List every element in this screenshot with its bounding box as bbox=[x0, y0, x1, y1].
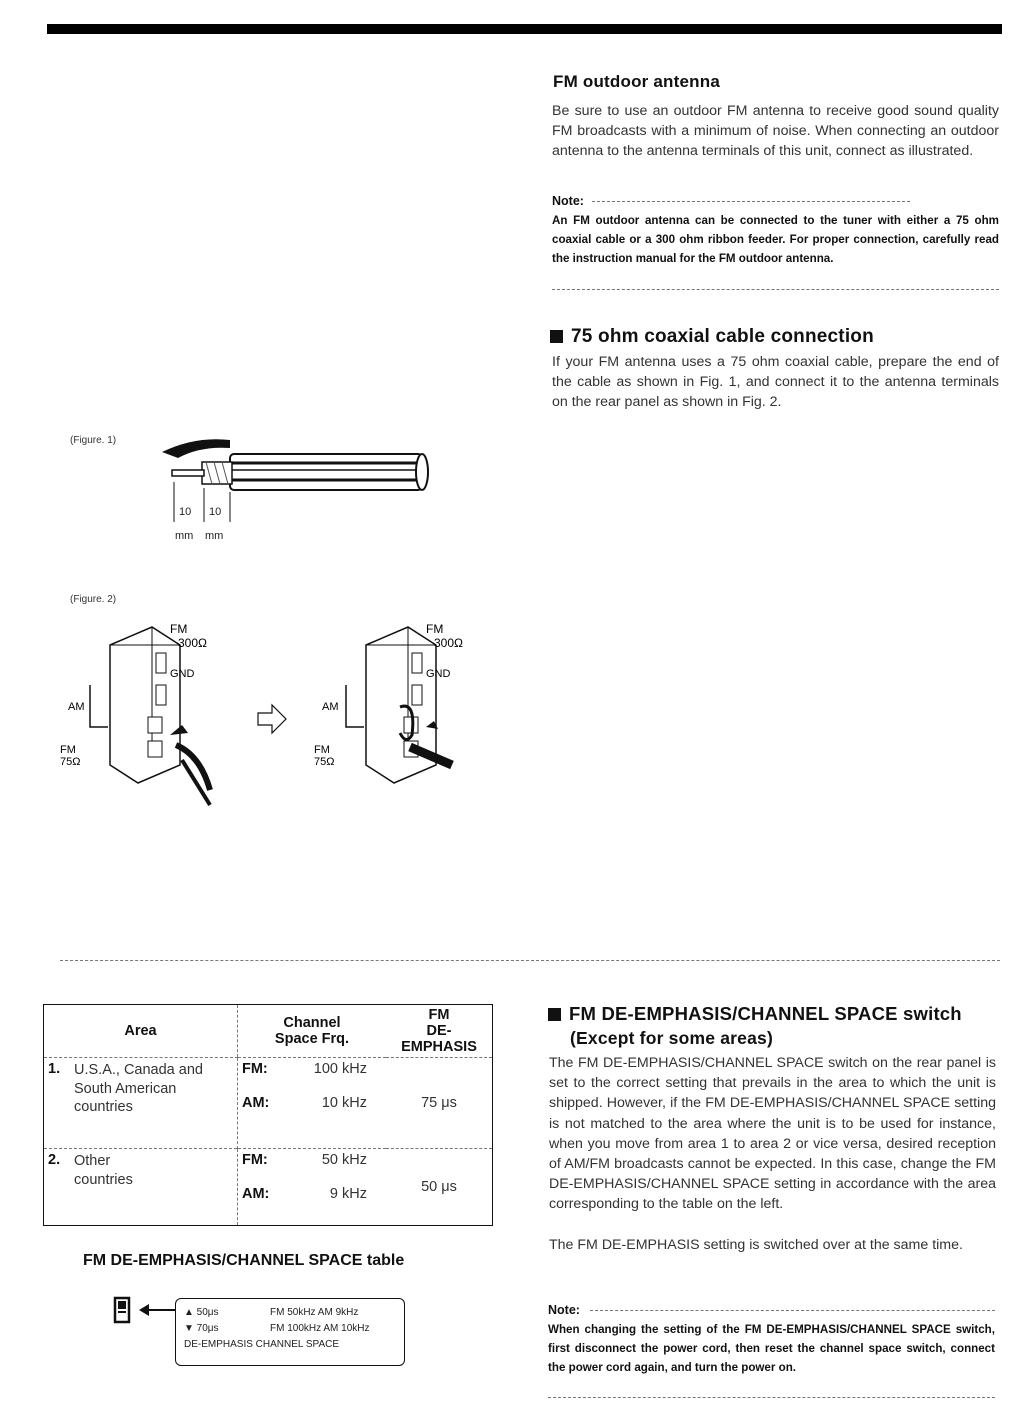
deemph-subheading: (Except for some areas) bbox=[570, 1028, 774, 1048]
slide-switch-icon bbox=[113, 1296, 177, 1326]
deemph-body-2: The FM DE-EMPHASIS setting is switched over at the same time. bbox=[549, 1237, 963, 1253]
coax-body: If your FM antenna uses a 75 ohm coaxial cable, prepare the end of the cable as shown in Fig. 1, and connect it to the antenna terminals on the rear panel as shown in Fig. 2. bbox=[552, 354, 999, 411]
am-label: AM: bbox=[242, 1095, 270, 1111]
switch-row1-right: FM 50kHz AM 9kHz bbox=[270, 1307, 359, 1318]
fm-outdoor-body: Be sure to use an outdoor FM antenna to receive good sound quality FM broadcasts with a minimum of noise. When connecting an outdoor antenna to the antenna terminals of this unit, connect as illustrated. bbox=[552, 103, 999, 160]
figure-1-label: (Figure. 1) bbox=[70, 435, 117, 446]
row-number: 2. bbox=[48, 1152, 61, 1169]
ohm75-label-a: 75Ω bbox=[60, 756, 81, 768]
section-divider bbox=[60, 960, 1000, 961]
unit-1: mm bbox=[175, 530, 194, 542]
area-name: U.S.A., Canada and South American countries bbox=[74, 1062, 203, 1115]
dim-1: 10 bbox=[179, 506, 192, 518]
deemphasis-table bbox=[43, 1004, 493, 1226]
deemph-heading-text: FM DE-EMPHASIS/CHANNEL SPACE switch bbox=[569, 1003, 962, 1024]
area-cell bbox=[44, 1058, 238, 1149]
bullet-square-icon bbox=[550, 330, 563, 343]
table-row bbox=[44, 1149, 493, 1226]
coax-heading-text: 75 ohm coaxial cable connection bbox=[571, 326, 874, 347]
fm-value: 50 kHz bbox=[321, 1152, 367, 1169]
note-divider-bottom bbox=[552, 289, 999, 290]
header-channel-line2: Space Frq. bbox=[274, 1031, 350, 1047]
deemph-cell: 50 μs bbox=[421, 1179, 457, 1196]
figure-2-label: (Figure. 2) bbox=[70, 594, 117, 605]
switch-row3: DE-EMPHASIS CHANNEL SPACE bbox=[184, 1339, 340, 1350]
bullet-square-icon bbox=[548, 1008, 561, 1021]
unit-2: mm bbox=[205, 530, 224, 542]
terminal-panel-after bbox=[346, 627, 452, 783]
channel-cell bbox=[238, 1149, 387, 1226]
fm-outdoor-note-body: An FM outdoor antenna can be connected to the tuner with either a 75 ohm coaxial cable or a 300 ohm ribbon feeder. For proper connection, carefully read the instruction manual for the FM outdoor antenna. bbox=[552, 214, 999, 265]
deemph-heading bbox=[548, 1003, 962, 1025]
header-fm-line1: FM bbox=[428, 1007, 450, 1023]
switch-row1-left: ▲ 50μs bbox=[184, 1307, 219, 1318]
header-fm bbox=[386, 1005, 493, 1058]
am-label: AM: bbox=[242, 1186, 270, 1203]
am-label-a: AM bbox=[68, 701, 85, 713]
deemph-cell: 75 μs bbox=[421, 1095, 457, 1112]
fm75-label-b: FM bbox=[314, 744, 330, 756]
antenna-terminal-illustration bbox=[60, 615, 480, 815]
header-channel bbox=[238, 1005, 387, 1058]
ohm75-label-b: 75Ω bbox=[314, 756, 335, 768]
area-cell bbox=[44, 1149, 238, 1226]
am-label-b: AM bbox=[322, 701, 339, 713]
right-arrow-icon bbox=[258, 705, 286, 733]
fm-outdoor-note-label: Note: bbox=[552, 194, 584, 208]
switch-label-panel bbox=[175, 1298, 405, 1366]
row-number: 1. bbox=[48, 1061, 61, 1077]
channel-cell bbox=[238, 1058, 387, 1149]
fm-label: FM: bbox=[242, 1061, 268, 1077]
note-divider bbox=[592, 201, 910, 202]
table-caption: FM DE-EMPHASIS/CHANNEL SPACE table bbox=[83, 1252, 405, 1269]
note-divider bbox=[590, 1310, 995, 1311]
header-fm-line2: DE-EMPHASIS bbox=[401, 1023, 477, 1055]
fm-outdoor-heading: FM outdoor antenna bbox=[553, 72, 720, 91]
coax-heading bbox=[550, 326, 874, 348]
gnd-label-a: GND bbox=[170, 668, 195, 680]
header-channel-line1: Channel bbox=[283, 1015, 341, 1031]
deemph-note-body: When changing the setting of the FM DE-EMPHASIS/CHANNEL SPACE switch, first disconnect the power cord, then reset the channel space switch, connect the power cord again, and turn the power on. bbox=[548, 1323, 995, 1374]
ohm300-label-a: 300Ω bbox=[178, 636, 207, 650]
am-value: 9 kHz bbox=[329, 1186, 367, 1203]
gnd-label-b: GND bbox=[426, 668, 451, 680]
note-divider-bottom bbox=[548, 1397, 995, 1398]
table-row bbox=[44, 1058, 493, 1149]
ohm300-label-b: 300Ω bbox=[434, 636, 463, 650]
fm-value: 100 kHz bbox=[313, 1061, 367, 1077]
area-name: Other countries bbox=[74, 1153, 133, 1188]
fm-label: FM: bbox=[242, 1152, 268, 1169]
am-value: 10 kHz bbox=[321, 1095, 367, 1111]
coaxial-cable-illustration bbox=[150, 430, 440, 545]
header-area: Area bbox=[44, 1005, 238, 1058]
deemph-note-label: Note: bbox=[548, 1303, 580, 1317]
switch-row2-left: ▼ 70μs bbox=[184, 1323, 219, 1334]
top-rule bbox=[47, 24, 1002, 34]
deemph-body-1: The FM DE-EMPHASIS/CHANNEL SPACE switch on the rear panel is set to the correct setting that prevails in the area to which the unit is shipped. However, if the FM DE-EMPHASIS/CHANNEL SPACE setting is not matched to the area where the unit is to be used for instance, when you move from area 1 to area 2 or vice versa, desired reception of AM/FM broadcasts cannot be expected. In this case, change the FM DE-EMPHASIS/CHANNEL SPACE setting in accordance with the area corresponding to the table on the left. bbox=[549, 1055, 996, 1213]
switch-row2-right: FM 100kHz AM 10kHz bbox=[270, 1323, 370, 1334]
fm75-label-a: FM bbox=[60, 744, 76, 756]
dim-2: 10 bbox=[209, 506, 222, 518]
fm300-label-a: FM bbox=[170, 622, 188, 636]
fm300-label-b: FM bbox=[426, 622, 444, 636]
terminal-panel-before bbox=[90, 627, 210, 805]
